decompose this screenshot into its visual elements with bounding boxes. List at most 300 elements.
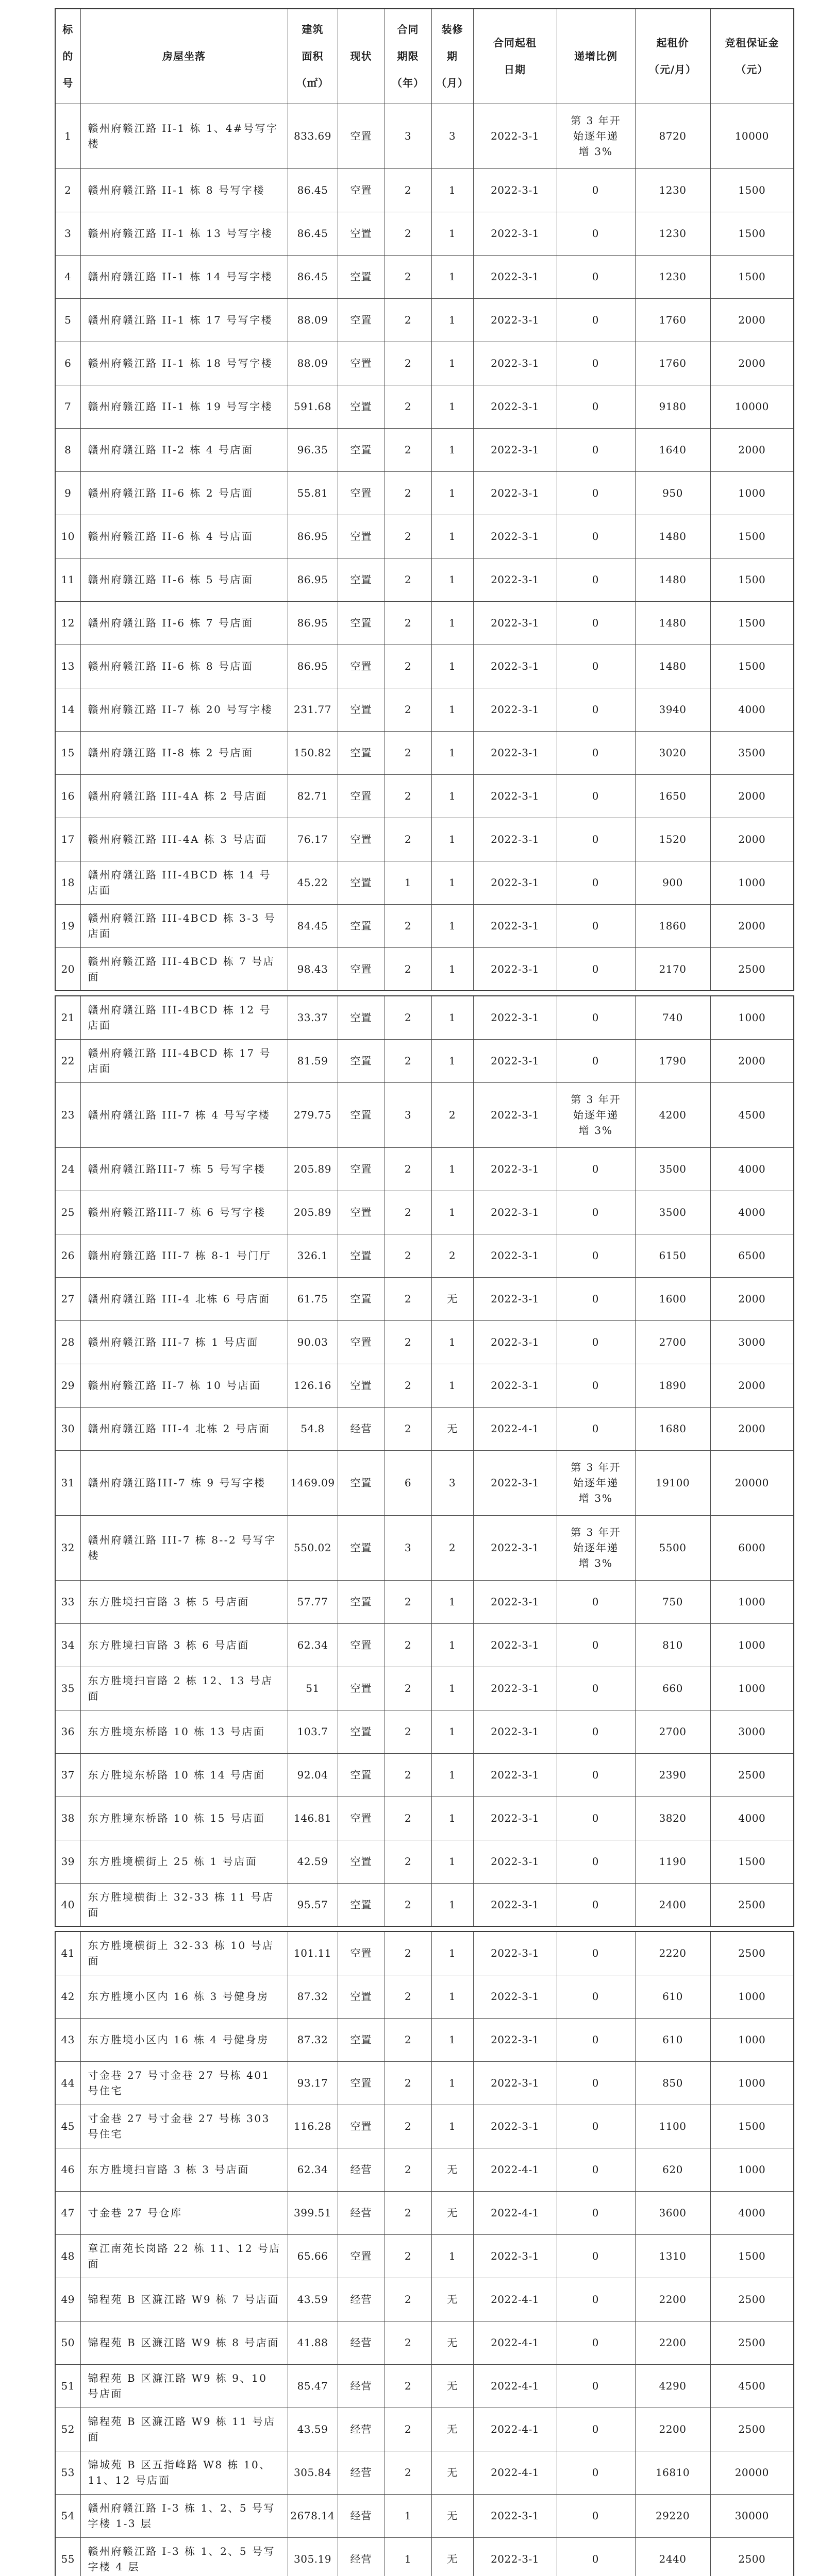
property-location: 锦程苑 B 区濂江路 W9 栋 7 号店面 — [80, 2278, 288, 2321]
renovation-period: 无 — [431, 1407, 473, 1450]
building-area: 95.57 — [288, 1883, 338, 1926]
building-area: 87.32 — [288, 1975, 338, 2018]
lease-start-date: 2022-3-1 — [473, 2494, 557, 2537]
increase-ratio: 0 — [557, 1147, 635, 1191]
increase-ratio: 0 — [557, 2061, 635, 2105]
row-number: 29 — [55, 1364, 80, 1407]
contract-term: 1 — [385, 861, 431, 904]
bid-deposit: 1000 — [710, 2148, 794, 2191]
building-area: 146.81 — [288, 1797, 338, 1840]
increase-ratio: 0 — [557, 342, 635, 385]
row-number: 32 — [55, 1515, 80, 1580]
increase-ratio: 0 — [557, 1364, 635, 1407]
row-number: 23 — [55, 1082, 80, 1147]
lease-start-date: 2022-3-1 — [473, 688, 557, 731]
building-area: 88.09 — [288, 342, 338, 385]
row-number: 1 — [55, 104, 80, 168]
lease-start-date: 2022-3-1 — [473, 1580, 557, 1623]
property-location: 赣州府赣江路 III-7 栋 8-1 号门厅 — [80, 1234, 288, 1277]
starting-rent: 2440 — [635, 2537, 710, 2576]
building-area: 51 — [288, 1667, 338, 1710]
lease-start-date: 2022-3-1 — [473, 1320, 557, 1364]
lease-start-date: 2022-3-1 — [473, 1975, 557, 2018]
bid-deposit: 1500 — [710, 168, 794, 212]
row-number: 25 — [55, 1191, 80, 1234]
lease-start-date: 2022-3-1 — [473, 212, 557, 255]
row-number: 37 — [55, 1753, 80, 1797]
current-status: 空置 — [338, 1975, 385, 2018]
property-location: 赣州府赣江路 III-4BCD 栋 14 号店面 — [80, 861, 288, 904]
table-row — [55, 688, 794, 731]
bid-deposit: 2500 — [710, 2537, 794, 2576]
current-status: 空置 — [338, 996, 385, 1039]
building-area: 82.71 — [288, 774, 338, 818]
row-number: 43 — [55, 2018, 80, 2061]
increase-ratio: 0 — [557, 2278, 635, 2321]
bid-deposit: 2000 — [710, 1407, 794, 1450]
starting-rent: 1600 — [635, 1277, 710, 1320]
increase-ratio: 0 — [557, 731, 635, 774]
contract-term: 2 — [385, 1797, 431, 1840]
renovation-period: 1 — [431, 1191, 473, 1234]
contract-term: 1 — [385, 2494, 431, 2537]
building-area: 93.17 — [288, 2061, 338, 2105]
starting-rent: 1480 — [635, 645, 710, 688]
row-number: 24 — [55, 1147, 80, 1191]
row-number: 26 — [55, 1234, 80, 1277]
table-row — [55, 2061, 794, 2105]
starting-rent: 1680 — [635, 1407, 710, 1450]
bid-deposit: 2000 — [710, 1364, 794, 1407]
renovation-period: 1 — [431, 558, 473, 601]
starting-rent: 29220 — [635, 2494, 710, 2537]
current-status: 空置 — [338, 104, 385, 168]
current-status: 空置 — [338, 1883, 385, 1926]
property-location: 赣州府赣江路 II-6 栋 5 号店面 — [80, 558, 288, 601]
table-row — [55, 2451, 794, 2494]
table-row — [55, 2494, 794, 2537]
building-area: 41.88 — [288, 2321, 338, 2364]
table-row — [55, 2234, 794, 2278]
starting-rent: 4200 — [635, 1082, 710, 1147]
table-body — [55, 1931, 794, 2576]
starting-rent: 16810 — [635, 2451, 710, 2494]
table-row — [55, 515, 794, 558]
current-status: 空置 — [338, 1450, 385, 1515]
renovation-period: 3 — [431, 104, 473, 168]
current-status: 空置 — [338, 688, 385, 731]
lease-start-date: 2022-3-1 — [473, 947, 557, 991]
contract-term: 6 — [385, 1450, 431, 1515]
property-location: 锦程苑 B 区濂江路 W9 栋 11 号店面 — [80, 2408, 288, 2451]
lease-start-date: 2022-3-1 — [473, 1082, 557, 1147]
increase-ratio: 0 — [557, 2321, 635, 2364]
starting-rent: 1760 — [635, 342, 710, 385]
contract-term: 3 — [385, 1082, 431, 1147]
lease-start-date: 2022-3-1 — [473, 996, 557, 1039]
contract-term: 2 — [385, 385, 431, 428]
row-number: 20 — [55, 947, 80, 991]
lease-start-date: 2022-3-1 — [473, 168, 557, 212]
contract-term: 2 — [385, 2234, 431, 2278]
increase-ratio: 0 — [557, 1797, 635, 1840]
renovation-period: 1 — [431, 342, 473, 385]
increase-ratio: 第 3 年开始逐年递增 3% — [557, 1450, 635, 1515]
current-status: 空置 — [338, 2061, 385, 2105]
table-row — [55, 1191, 794, 1234]
current-status: 空置 — [338, 255, 385, 298]
starting-rent: 1640 — [635, 428, 710, 471]
renovation-period: 1 — [431, 255, 473, 298]
starting-rent: 9180 — [635, 385, 710, 428]
building-area: 84.45 — [288, 904, 338, 947]
contract-term: 2 — [385, 1147, 431, 1191]
property-location: 赣州府赣江路 II-6 栋 7 号店面 — [80, 601, 288, 645]
rental-table-part-2 — [55, 995, 794, 1927]
row-number: 14 — [55, 688, 80, 731]
row-number: 13 — [55, 645, 80, 688]
property-location: 东方胜境横街上 32-33 栋 11 号店面 — [80, 1883, 288, 1926]
renovation-period: 1 — [431, 1883, 473, 1926]
lease-start-date: 2022-4-1 — [473, 2148, 557, 2191]
header-line: 起租价 — [656, 37, 689, 49]
current-status: 空置 — [338, 1840, 385, 1883]
starting-rent: 950 — [635, 471, 710, 515]
bid-deposit: 1500 — [710, 2234, 794, 2278]
contract-term: 2 — [385, 1710, 431, 1753]
current-status: 空置 — [338, 168, 385, 212]
bid-deposit: 10000 — [710, 104, 794, 168]
property-location: 赣州府赣江路 III-4BCD 栋 7 号店面 — [80, 947, 288, 991]
header-line: 房屋坐落 — [162, 50, 206, 63]
current-status: 空置 — [338, 342, 385, 385]
property-location: 锦城苑 B 区五指峰路 W8 栋 10、11、12 号店面 — [80, 2451, 288, 2494]
header-line: 现状 — [350, 50, 372, 63]
current-status: 经营 — [338, 2321, 385, 2364]
current-status: 空置 — [338, 1234, 385, 1277]
lease-start-date: 2022-3-1 — [473, 861, 557, 904]
property-location: 东方胜境横街上 25 栋 1 号店面 — [80, 1840, 288, 1883]
renovation-period: 1 — [431, 1840, 473, 1883]
increase-ratio: 0 — [557, 1975, 635, 2018]
bid-deposit: 6000 — [710, 1515, 794, 1580]
increase-ratio: 0 — [557, 471, 635, 515]
bid-deposit: 2000 — [710, 1277, 794, 1320]
renovation-period: 1 — [431, 688, 473, 731]
table-row — [55, 1667, 794, 1710]
row-number: 34 — [55, 1623, 80, 1667]
bid-deposit: 6500 — [710, 1234, 794, 1277]
renovation-period: 无 — [431, 2148, 473, 2191]
contract-term: 2 — [385, 1277, 431, 1320]
current-status: 空置 — [338, 1277, 385, 1320]
property-location: 东方胜境扫盲路 3 栋 5 号店面 — [80, 1580, 288, 1623]
row-number: 39 — [55, 1840, 80, 1883]
contract-term: 2 — [385, 2408, 431, 2451]
property-location: 东方胜境小区内 16 栋 3 号健身房 — [80, 1975, 288, 2018]
current-status: 空置 — [338, 1039, 385, 1082]
increase-ratio: 0 — [557, 904, 635, 947]
bid-deposit: 2000 — [710, 298, 794, 342]
renovation-period: 1 — [431, 818, 473, 861]
lease-start-date: 2022-3-1 — [473, 1931, 557, 1975]
lease-start-date: 2022-3-1 — [473, 601, 557, 645]
property-location: 赣州府赣江路 II-1 栋 13 号写字楼 — [80, 212, 288, 255]
property-location: 东方胜境东桥路 10 栋 15 号店面 — [80, 1797, 288, 1840]
header-row-number — [55, 9, 80, 104]
bid-deposit: 2500 — [710, 1931, 794, 1975]
lease-start-date: 2022-3-1 — [473, 1883, 557, 1926]
building-area: 86.95 — [288, 645, 338, 688]
building-area: 90.03 — [288, 1320, 338, 1364]
starting-rent: 1790 — [635, 1039, 710, 1082]
header-line: 合同起租 — [493, 37, 537, 49]
building-area: 86.95 — [288, 515, 338, 558]
contract-term: 2 — [385, 212, 431, 255]
renovation-period: 1 — [431, 1623, 473, 1667]
row-number: 36 — [55, 1710, 80, 1753]
contract-term: 2 — [385, 1667, 431, 1710]
header-line: 装修 — [441, 23, 463, 36]
table-row — [55, 428, 794, 471]
increase-ratio: 0 — [557, 558, 635, 601]
starting-rent: 620 — [635, 2148, 710, 2191]
current-status: 经营 — [338, 2278, 385, 2321]
row-number: 22 — [55, 1039, 80, 1082]
lease-start-date: 2022-3-1 — [473, 731, 557, 774]
lease-start-date: 2022-3-1 — [473, 1515, 557, 1580]
bid-deposit: 1500 — [710, 645, 794, 688]
bid-deposit: 2000 — [710, 774, 794, 818]
renovation-period: 1 — [431, 298, 473, 342]
row-number: 27 — [55, 1277, 80, 1320]
lease-start-date: 2022-3-1 — [473, 1710, 557, 1753]
building-area: 57.77 — [288, 1580, 338, 1623]
starting-rent: 1310 — [635, 2234, 710, 2278]
table-row — [55, 104, 794, 168]
lease-start-date: 2022-4-1 — [473, 2278, 557, 2321]
lease-start-date: 2022-4-1 — [473, 2191, 557, 2234]
contract-term: 2 — [385, 645, 431, 688]
starting-rent: 1480 — [635, 558, 710, 601]
current-status: 空置 — [338, 1364, 385, 1407]
renovation-period: 1 — [431, 428, 473, 471]
renovation-period: 1 — [431, 1147, 473, 1191]
current-status: 空置 — [338, 1580, 385, 1623]
property-location: 赣州府赣江路 III-4BCD 栋 17 号店面 — [80, 1039, 288, 1082]
header-line: （元） — [736, 63, 769, 76]
current-status: 经营 — [338, 2451, 385, 2494]
increase-ratio: 0 — [557, 996, 635, 1039]
contract-term: 2 — [385, 1753, 431, 1797]
row-number: 51 — [55, 2364, 80, 2408]
building-area: 126.16 — [288, 1364, 338, 1407]
bid-deposit: 2000 — [710, 904, 794, 947]
header-line: 日期 — [504, 63, 526, 76]
building-area: 86.45 — [288, 168, 338, 212]
table-row — [55, 731, 794, 774]
current-status: 空置 — [338, 904, 385, 947]
starting-rent: 4290 — [635, 2364, 710, 2408]
renovation-period: 无 — [431, 1277, 473, 1320]
lease-start-date: 2022-3-1 — [473, 2105, 557, 2148]
bid-deposit: 2500 — [710, 1883, 794, 1926]
increase-ratio: 0 — [557, 428, 635, 471]
renovation-period: 1 — [431, 1364, 473, 1407]
row-number: 21 — [55, 996, 80, 1039]
table-row — [55, 255, 794, 298]
current-status: 空置 — [338, 1082, 385, 1147]
building-area: 231.77 — [288, 688, 338, 731]
increase-ratio: 0 — [557, 2148, 635, 2191]
contract-term: 2 — [385, 774, 431, 818]
header-bid-deposit — [710, 9, 794, 104]
current-status: 空置 — [338, 1147, 385, 1191]
header-line: （年） — [392, 77, 424, 90]
lease-start-date: 2022-4-1 — [473, 2364, 557, 2408]
table-row — [55, 601, 794, 645]
renovation-period: 1 — [431, 2061, 473, 2105]
current-status: 空置 — [338, 428, 385, 471]
lease-start-date: 2022-3-1 — [473, 104, 557, 168]
building-area: 591.68 — [288, 385, 338, 428]
current-status: 空置 — [338, 1931, 385, 1975]
starting-rent: 610 — [635, 1975, 710, 2018]
starting-rent: 2390 — [635, 1753, 710, 1797]
building-area: 550.02 — [288, 1515, 338, 1580]
property-location: 章江南苑长岗路 22 栋 11、12 号店面 — [80, 2234, 288, 2278]
table-row — [55, 1147, 794, 1191]
property-location: 赣州府赣江路 II-1 栋 8 号写字楼 — [80, 168, 288, 212]
table-row — [55, 2278, 794, 2321]
increase-ratio: 0 — [557, 1039, 635, 1082]
renovation-period: 1 — [431, 212, 473, 255]
table-row — [55, 947, 794, 991]
row-number: 17 — [55, 818, 80, 861]
increase-ratio: 0 — [557, 385, 635, 428]
lease-start-date: 2022-4-1 — [473, 1407, 557, 1450]
property-location: 赣州府赣江路 II-1 栋 14 号写字楼 — [80, 255, 288, 298]
row-number: 44 — [55, 2061, 80, 2105]
starting-rent: 3600 — [635, 2191, 710, 2234]
current-status: 经营 — [338, 2148, 385, 2191]
contract-term: 2 — [385, 2321, 431, 2364]
lease-start-date: 2022-3-1 — [473, 1191, 557, 1234]
building-area: 42.59 — [288, 1840, 338, 1883]
contract-term: 2 — [385, 1039, 431, 1082]
building-area: 54.8 — [288, 1407, 338, 1450]
starting-rent: 750 — [635, 1580, 710, 1623]
renovation-period: 1 — [431, 1753, 473, 1797]
starting-rent: 850 — [635, 2061, 710, 2105]
starting-rent: 1480 — [635, 601, 710, 645]
table-row — [55, 298, 794, 342]
lease-start-date: 2022-3-1 — [473, 1667, 557, 1710]
contract-term: 2 — [385, 601, 431, 645]
building-area: 43.59 — [288, 2408, 338, 2451]
table-row — [55, 2148, 794, 2191]
increase-ratio: 0 — [557, 2234, 635, 2278]
starting-rent: 1480 — [635, 515, 710, 558]
row-number: 41 — [55, 1931, 80, 1975]
current-status: 空置 — [338, 212, 385, 255]
lease-start-date: 2022-3-1 — [473, 255, 557, 298]
building-area: 62.34 — [288, 2148, 338, 2191]
property-location: 赣州府赣江路 I-3 栋 1、2、5 号写字楼 1-3 层 — [80, 2494, 288, 2537]
renovation-period: 1 — [431, 2018, 473, 2061]
table-row — [55, 1840, 794, 1883]
building-area: 76.17 — [288, 818, 338, 861]
starting-rent: 1190 — [635, 1840, 710, 1883]
renovation-period: 1 — [431, 1320, 473, 1364]
bid-deposit: 1000 — [710, 996, 794, 1039]
bid-deposit: 1000 — [710, 1975, 794, 2018]
header-line: 面积 — [302, 50, 324, 63]
building-area: 2678.14 — [288, 2494, 338, 2537]
current-status: 空置 — [338, 1667, 385, 1710]
table-row — [55, 645, 794, 688]
lease-start-date: 2022-3-1 — [473, 904, 557, 947]
bid-deposit: 4000 — [710, 688, 794, 731]
increase-ratio: 0 — [557, 861, 635, 904]
contract-term: 1 — [385, 2537, 431, 2576]
increase-ratio: 0 — [557, 212, 635, 255]
increase-ratio: 0 — [557, 601, 635, 645]
bid-deposit: 1500 — [710, 1840, 794, 1883]
renovation-period: 1 — [431, 2105, 473, 2148]
lease-start-date: 2022-3-1 — [473, 1147, 557, 1191]
renovation-period: 无 — [431, 2451, 473, 2494]
row-number: 38 — [55, 1797, 80, 1840]
renovation-period: 1 — [431, 904, 473, 947]
bid-deposit: 10000 — [710, 385, 794, 428]
renovation-period: 1 — [431, 1039, 473, 1082]
increase-ratio: 0 — [557, 1191, 635, 1234]
contract-term: 2 — [385, 298, 431, 342]
property-location: 赣州府赣江路 II-6 栋 4 号店面 — [80, 515, 288, 558]
renovation-period: 无 — [431, 2321, 473, 2364]
increase-ratio: 0 — [557, 2408, 635, 2451]
lease-start-date: 2022-3-1 — [473, 428, 557, 471]
property-location: 赣州府赣江路 II-8 栋 2 号店面 — [80, 731, 288, 774]
row-number: 3 — [55, 212, 80, 255]
rental-table-part-3 — [55, 1931, 794, 2576]
lease-start-date: 2022-3-1 — [473, 385, 557, 428]
property-location: 赣州府赣江路 III-7 栋 1 号店面 — [80, 1320, 288, 1364]
lease-start-date: 2022-3-1 — [473, 774, 557, 818]
bid-deposit: 1000 — [710, 471, 794, 515]
increase-ratio: 0 — [557, 168, 635, 212]
current-status: 经营 — [338, 2494, 385, 2537]
contract-term: 2 — [385, 168, 431, 212]
building-area: 33.37 — [288, 996, 338, 1039]
table-row — [55, 1797, 794, 1840]
contract-term: 2 — [385, 1931, 431, 1975]
property-location: 赣州府赣江路III-7 栋 9 号写字楼 — [80, 1450, 288, 1515]
row-number: 55 — [55, 2537, 80, 2576]
current-status: 空置 — [338, 774, 385, 818]
lease-start-date: 2022-4-1 — [473, 2408, 557, 2451]
table-row — [55, 2321, 794, 2364]
renovation-period: 2 — [431, 1515, 473, 1580]
header-current-status — [338, 9, 385, 104]
row-number: 53 — [55, 2451, 80, 2494]
lease-start-date: 2022-3-1 — [473, 1840, 557, 1883]
current-status: 空置 — [338, 385, 385, 428]
building-area: 205.89 — [288, 1147, 338, 1191]
contract-term: 2 — [385, 428, 431, 471]
increase-ratio: 0 — [557, 1277, 635, 1320]
